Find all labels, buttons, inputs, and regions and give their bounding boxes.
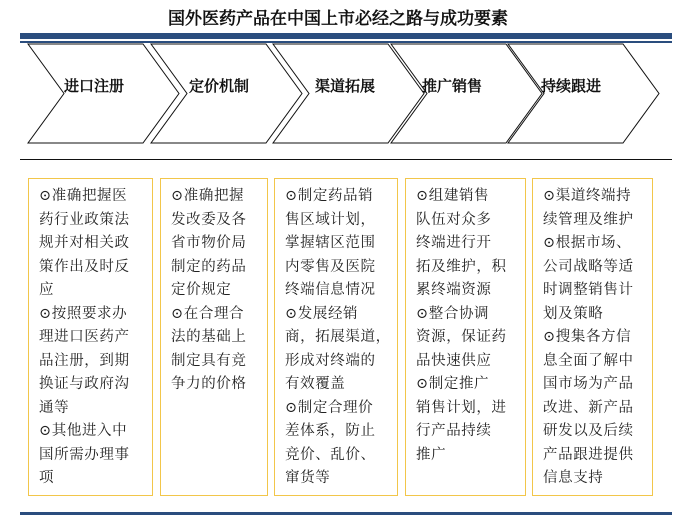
box-line: 终端进行开 xyxy=(416,235,492,251)
box-line: 定价规定 xyxy=(171,282,232,298)
box-import-registration xyxy=(28,178,153,496)
box-line: 窜货等 xyxy=(285,470,331,486)
box-channel xyxy=(274,178,398,496)
box-line: 售区域计划， xyxy=(285,211,376,228)
box-line: 差体系，防止 xyxy=(285,423,376,439)
footer-bar xyxy=(20,512,672,515)
box-line: ⊙发展经销 xyxy=(285,305,359,322)
box-line: ⊙准确把握 xyxy=(171,188,245,204)
box-line: ⊙根据市场、 xyxy=(543,235,632,251)
box-line: 信息支持 xyxy=(543,470,604,486)
box-line: 品注册，到期 xyxy=(39,352,130,369)
step-label-4: 推广销售 xyxy=(422,77,483,95)
box-line: 研发以及后续 xyxy=(543,423,634,439)
box-line: 产品跟进提供 xyxy=(543,446,634,463)
box-line: 队伍对众多 xyxy=(416,211,492,228)
box-pricing xyxy=(160,178,268,496)
box-line: 换证与政府沟 xyxy=(39,376,130,392)
box-line: 时调整销售计 xyxy=(543,282,634,298)
box-line: 规并对相关政 xyxy=(39,235,130,251)
box-line: 理进口医药产 xyxy=(39,329,130,345)
box-follow-up xyxy=(532,178,653,496)
box-line: ⊙渠道终端持 xyxy=(543,188,632,204)
box-line: ⊙准确把握医 xyxy=(39,188,128,204)
box-line: ⊙组建销售 xyxy=(416,188,490,204)
step-label-1: 进口注册 xyxy=(64,77,125,95)
box-line: 竞价、乱价、 xyxy=(285,446,376,463)
box-line: 有效覆盖 xyxy=(285,376,346,392)
box-line: 内零售及医院 xyxy=(285,258,376,275)
box-line: ⊙其他进入中 xyxy=(39,423,128,439)
box-line: 应 xyxy=(39,282,55,298)
step-label-2: 定价机制 xyxy=(189,77,250,95)
box-line: 策作出及时反 xyxy=(39,258,130,275)
box-line: 药行业政策法 xyxy=(39,211,130,228)
box-line: ⊙制定合理价 xyxy=(285,399,374,416)
box-line: 国市场为产品 xyxy=(543,376,634,392)
box-line: 项 xyxy=(39,470,55,486)
box-line: 国所需办理事 xyxy=(39,446,130,463)
box-line: 销售计划，进 xyxy=(416,399,507,416)
box-line: 商，拓展渠道， xyxy=(285,329,391,345)
box-line: 省市物价局 xyxy=(171,235,247,251)
box-line: 制定具有竞 xyxy=(171,352,247,369)
box-line: 终端信息情况 xyxy=(285,282,376,298)
box-line: 形成对终端的 xyxy=(285,352,376,369)
box-line: ⊙搜集各方信 xyxy=(543,329,632,345)
box-line: 资源，保证药 xyxy=(416,329,507,345)
step-label-3: 渠道拓展 xyxy=(315,77,376,95)
box-line: 息全面了解中 xyxy=(543,352,634,369)
box-line: 推广 xyxy=(416,446,447,463)
box-line: 掌握辖区范围 xyxy=(285,235,376,251)
box-line: 争力的价格 xyxy=(171,376,247,392)
box-line: ⊙整合协调 xyxy=(416,305,490,322)
box-line: 公司战略等适 xyxy=(543,258,634,275)
box-line: 行产品持续 xyxy=(416,423,492,439)
box-line: 划及策略 xyxy=(543,305,604,322)
box-promotion xyxy=(405,178,526,496)
box-line: 拓及维护，积 xyxy=(416,258,507,275)
box-line: 改进、新产品 xyxy=(543,399,634,416)
page-title: 国外医药产品在中国上市必经之路与成功要素 xyxy=(168,9,508,29)
divider xyxy=(20,159,672,160)
box-line: 品快速供应 xyxy=(416,352,492,369)
box-line: 发改委及各 xyxy=(171,211,247,228)
box-line: 通等 xyxy=(39,399,70,416)
box-line: ⊙在合理合 xyxy=(171,305,245,322)
box-line: 续管理及维护 xyxy=(543,211,634,228)
box-line: 累终端资源 xyxy=(416,282,492,298)
box-line: ⊙制定药品销 xyxy=(285,188,374,204)
step-label-5: 持续跟进 xyxy=(541,77,602,95)
box-line: ⊙按照要求办 xyxy=(39,305,128,322)
box-line: 法的基础上 xyxy=(171,329,247,345)
box-line: ⊙制定推广 xyxy=(416,376,490,392)
box-line: 制定的药品 xyxy=(171,258,247,275)
